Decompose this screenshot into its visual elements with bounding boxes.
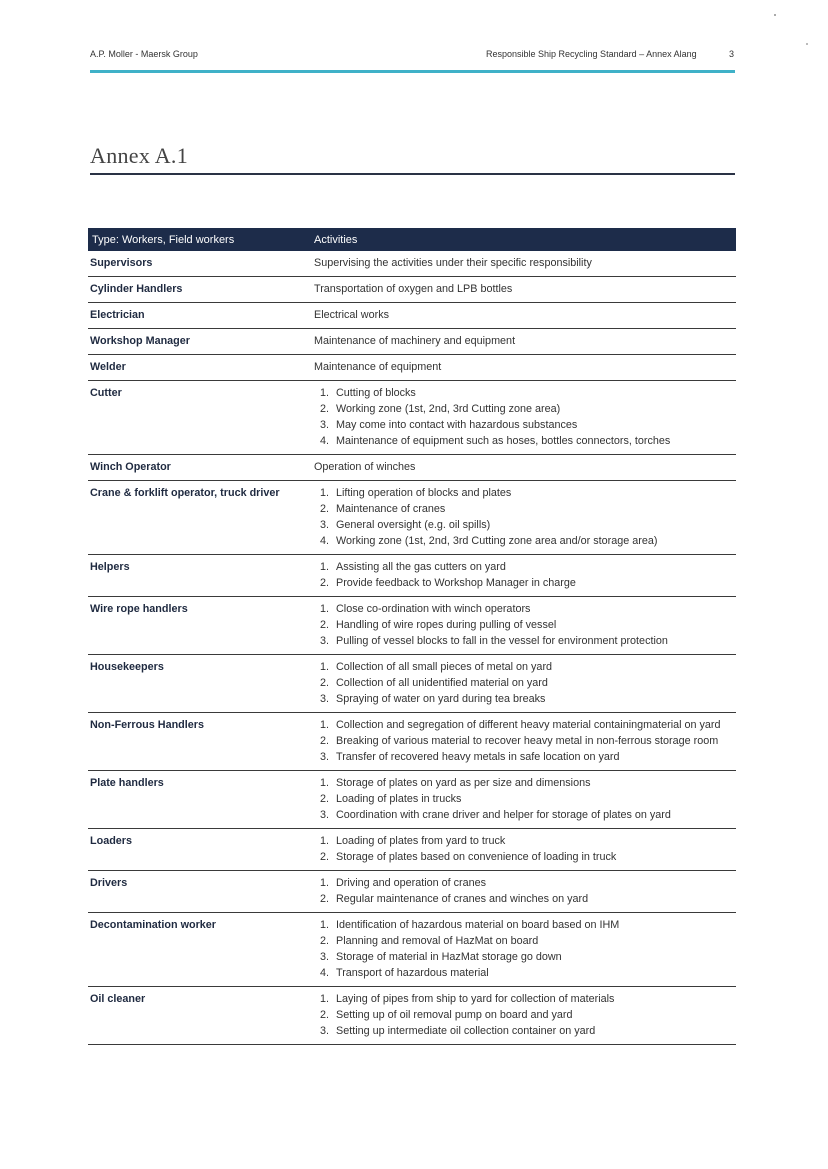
table-row [88,555,736,597]
activities-cell [312,329,736,355]
activity-item: 1. Driving and operation of cranes [332,875,736,891]
activity-item: 1. Collection and segregation of different heavy material containingmaterial on yard [332,717,736,733]
activity-item: 3. General oversight (e.g. oil spills) [332,517,736,533]
activities-list [314,917,736,981]
activity-text: Supervising the activities under their specific responsibility [314,257,592,269]
activities-cell [312,481,736,555]
worker-type: Winch Operator [88,455,312,481]
activities-list [314,875,736,907]
worker-type: Decontamination worker [88,913,312,987]
activities-cell [312,555,736,597]
column-header-activities: Activities [312,228,736,251]
activity-item: 1. Storage of plates on yard as per size and dimensions [332,775,736,791]
activities-cell [312,871,736,913]
activity-item: 1. Cutting of blocks [332,385,736,401]
worker-type: Helpers [88,555,312,597]
annex-table [88,228,736,1045]
activity-item: 2. Setting up of oil removal pump on board and yard [332,1007,736,1023]
activity-item: 2. Planning and removal of HazMat on board [332,933,736,949]
table-row [88,913,736,987]
activities-list [314,601,736,649]
activities-cell [312,455,736,481]
page-title: Annex A.1 [90,143,189,168]
activity-item: 4. Working zone (1st, 2nd, 3rd Cutting zone area and/or storage area) [332,533,736,549]
activities-cell [312,355,736,381]
activity-item: 2. Maintenance of cranes [332,501,736,517]
table-row [88,771,736,829]
table-row [88,277,736,303]
activity-text: Maintenance of machinery and equipment [314,335,516,347]
activities-cell [312,655,736,713]
table-row [88,829,736,871]
activity-item: 1. Close co-ordination with winch operators [332,601,736,617]
table-row [88,381,736,455]
worker-type: Plate handlers [88,771,312,829]
activities-cell [312,713,736,771]
activity-item: 2. Collection of all unidentified material on yard [332,675,736,691]
activity-item: 2. Loading of plates in trucks [332,791,736,807]
worker-type: Cutter [88,381,312,455]
worker-type: Crane & forklift operator, truck driver [88,481,312,555]
table-row [88,597,736,655]
table-row [88,871,736,913]
activity-item: 3. Coordination with crane driver and helper for storage of plates on yard [332,807,736,823]
activities-list [314,833,736,865]
activity-item: 2. Storage of plates based on convenience of loading in truck [332,849,736,865]
activities-list [314,385,736,449]
activity-item: 1. Identification of hazardous material on board based on IHM [332,917,736,933]
activities-list [314,659,736,707]
worker-type: Supervisors [88,251,312,277]
table-row [88,713,736,771]
title-rule [90,173,735,175]
activity-item: 3. May come into contact with hazardous substances [332,417,736,433]
table-row [88,455,736,481]
activity-item: 2. Handling of wire ropes during pulling of vessel [332,617,736,633]
activities-cell [312,597,736,655]
scan-speck [806,43,808,45]
activities-cell [312,381,736,455]
worker-type: Housekeepers [88,655,312,713]
activity-text: Operation of winches [314,461,416,473]
table-row [88,481,736,555]
table-row [88,303,736,329]
activity-item: 2. Breaking of various material to recover heavy metal in non-ferrous storage room [332,733,736,749]
activity-item: 3. Setting up intermediate oil collection container on yard [332,1023,736,1039]
worker-type: Oil cleaner [88,987,312,1045]
table-row [88,329,736,355]
activities-list [314,485,736,549]
activity-text: Maintenance of equipment [314,361,442,373]
activity-item: 4. Maintenance of equipment such as hoses, bottles connectors, torches [332,433,736,449]
worker-type: Workshop Manager [88,329,312,355]
activity-item: 1. Collection of all small pieces of metal on yard [332,659,736,675]
activity-item: 3. Storage of material in HazMat storage go down [332,949,736,965]
table-row [88,251,736,277]
activities-list [314,559,736,591]
activity-item: 2. Regular maintenance of cranes and winches on yard [332,891,736,907]
worker-type: Loaders [88,829,312,871]
activity-item: 1. Laying of pipes from ship to yard for collection of materials [332,991,736,1007]
activities-cell [312,277,736,303]
activities-cell [312,251,736,277]
activities-cell [312,771,736,829]
worker-type: Drivers [88,871,312,913]
worker-type: Wire rope handlers [88,597,312,655]
activities-list [314,991,736,1039]
table-header-row [88,228,736,251]
table-row [88,355,736,381]
worker-type: Welder [88,355,312,381]
scan-speck [774,14,776,16]
worker-type: Non-Ferrous Handlers [88,713,312,771]
activity-item: 4. Transport of hazardous material [332,965,736,981]
activities-cell [312,303,736,329]
table-row [88,655,736,713]
activity-item: 3. Transfer of recovered heavy metals in safe location on yard [332,749,736,765]
activity-text: Electrical works [314,309,389,321]
activity-item: 3. Spraying of water on yard during tea breaks [332,691,736,707]
activity-item: 3. Pulling of vessel blocks to fall in the vessel for environment protection [332,633,736,649]
activity-item: 2. Working zone (1st, 2nd, 3rd Cutting zone area) [332,401,736,417]
table-body [88,251,736,1045]
worker-type: Electrician [88,303,312,329]
activities-cell [312,913,736,987]
page-number: 3 [729,49,735,59]
activity-text: Transportation of oxygen and LPB bottles [314,283,513,295]
worker-type: Cylinder Handlers [88,277,312,303]
column-header-type: Type: Workers, Field workers [88,228,312,251]
activities-list [314,717,736,765]
header-company: A.P. Moller - Maersk Group [90,49,198,59]
activity-item: 2. Provide feedback to Workshop Manager in charge [332,575,736,591]
header-document-title: Responsible Ship Recycling Standard – Annex Alang [486,49,697,59]
activities-cell [312,829,736,871]
activity-item: 1. Lifting operation of blocks and plates [332,485,736,501]
activity-item: 1. Loading of plates from yard to truck [332,833,736,849]
activities-cell [312,987,736,1045]
table-row [88,987,736,1045]
activities-list [314,775,736,823]
header-rule [90,70,735,73]
activity-item: 1. Assisting all the gas cutters on yard [332,559,736,575]
